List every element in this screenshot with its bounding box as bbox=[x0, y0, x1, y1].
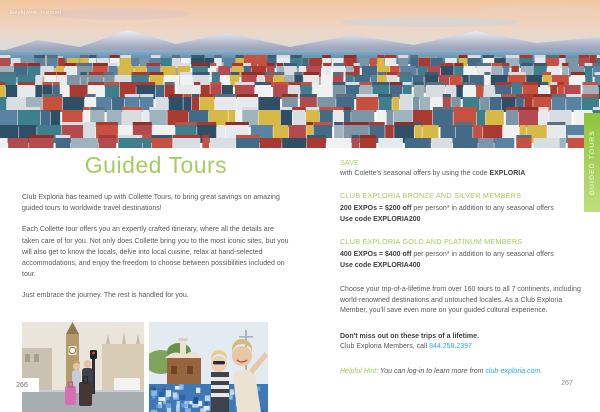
right-page bbox=[340, 158, 587, 377]
city-houses bbox=[0, 55, 600, 148]
page-number-right: 267 bbox=[561, 380, 573, 387]
gold-platinum-heading: CLUB EXPLORIA GOLD AND PLATINUM MEMBERS bbox=[340, 237, 523, 247]
left-page bbox=[22, 152, 290, 312]
bronze-silver-offer: 200 EXPOs = $200 off per person* in addition to any seasonal offers bbox=[340, 205, 554, 213]
helpful-hint: Helpful Hint: You can log-in to learn more from club-exploria.com. bbox=[340, 367, 543, 375]
intro-paragraph: Club Exploria has teamed up with Collette Tours, to bring great savings on amazing guided tours to worldwide travel destinations! bbox=[22, 194, 280, 213]
website-link[interactable]: club-exploria.com bbox=[485, 367, 541, 375]
promo-code: EXPLORIA bbox=[489, 169, 526, 177]
photo-park-guell bbox=[149, 322, 268, 412]
page-number-left: 266 bbox=[5, 378, 39, 392]
photo-caption: Reykjavik, Iceland bbox=[10, 10, 62, 16]
closing-paragraph: Just embrace the journey. The rest is handled for you. bbox=[22, 292, 189, 300]
bronze-silver-code: Use code EXPLORIA200 bbox=[340, 215, 421, 223]
details-paragraph: Each Collette tour offers you an expertly crafted itinerary, where all the details are taken care of for you. Not only does Collette bring you to the most iconic sites, but you will also get to know the locals, delve into local cuisine, relax at hand-selected accommodations, and enjoy the freedom to choose between possibilities included on tour. bbox=[22, 226, 289, 279]
save-heading: SAVE bbox=[340, 158, 359, 167]
hint-label: Helpful Hint: bbox=[340, 367, 379, 375]
photo-row bbox=[22, 322, 268, 412]
cta-text: Don't miss out on these trips of a lifetime. bbox=[340, 332, 479, 340]
call-line: Club Exploria Members, call 844.258.2397 bbox=[340, 343, 472, 351]
phone-number[interactable]: 844.258.2397 bbox=[429, 343, 472, 351]
gold-platinum-offer: 400 EXPOs = $400 off per person* in addition to any seasonal offers bbox=[340, 251, 554, 259]
section-tab-label: GUIDED TOURS bbox=[588, 129, 596, 196]
section-tab-guided-tours[interactable] bbox=[584, 113, 600, 212]
save-line: with Colette's seasonal offers by using the code EXPLORIA bbox=[340, 169, 526, 177]
page-title: Guided Tours bbox=[84, 152, 228, 178]
photo-london-big-ben bbox=[22, 322, 144, 412]
bronze-silver-heading: CLUB EXPLORIA BRONZE AND SILVER MEMBERS bbox=[340, 191, 522, 201]
hero-photo-reykjavik bbox=[0, 0, 600, 148]
gold-platinum-code: Use code EXPLORIA400 bbox=[340, 261, 421, 269]
tours-paragraph: Choose your trip-of-a-lifetime from over 160 tours to all 7 continents, including world-renowned destinations and untouched locales. As a Club Exploria Member, you'll save even more on your guided cultural experience. bbox=[340, 286, 581, 315]
